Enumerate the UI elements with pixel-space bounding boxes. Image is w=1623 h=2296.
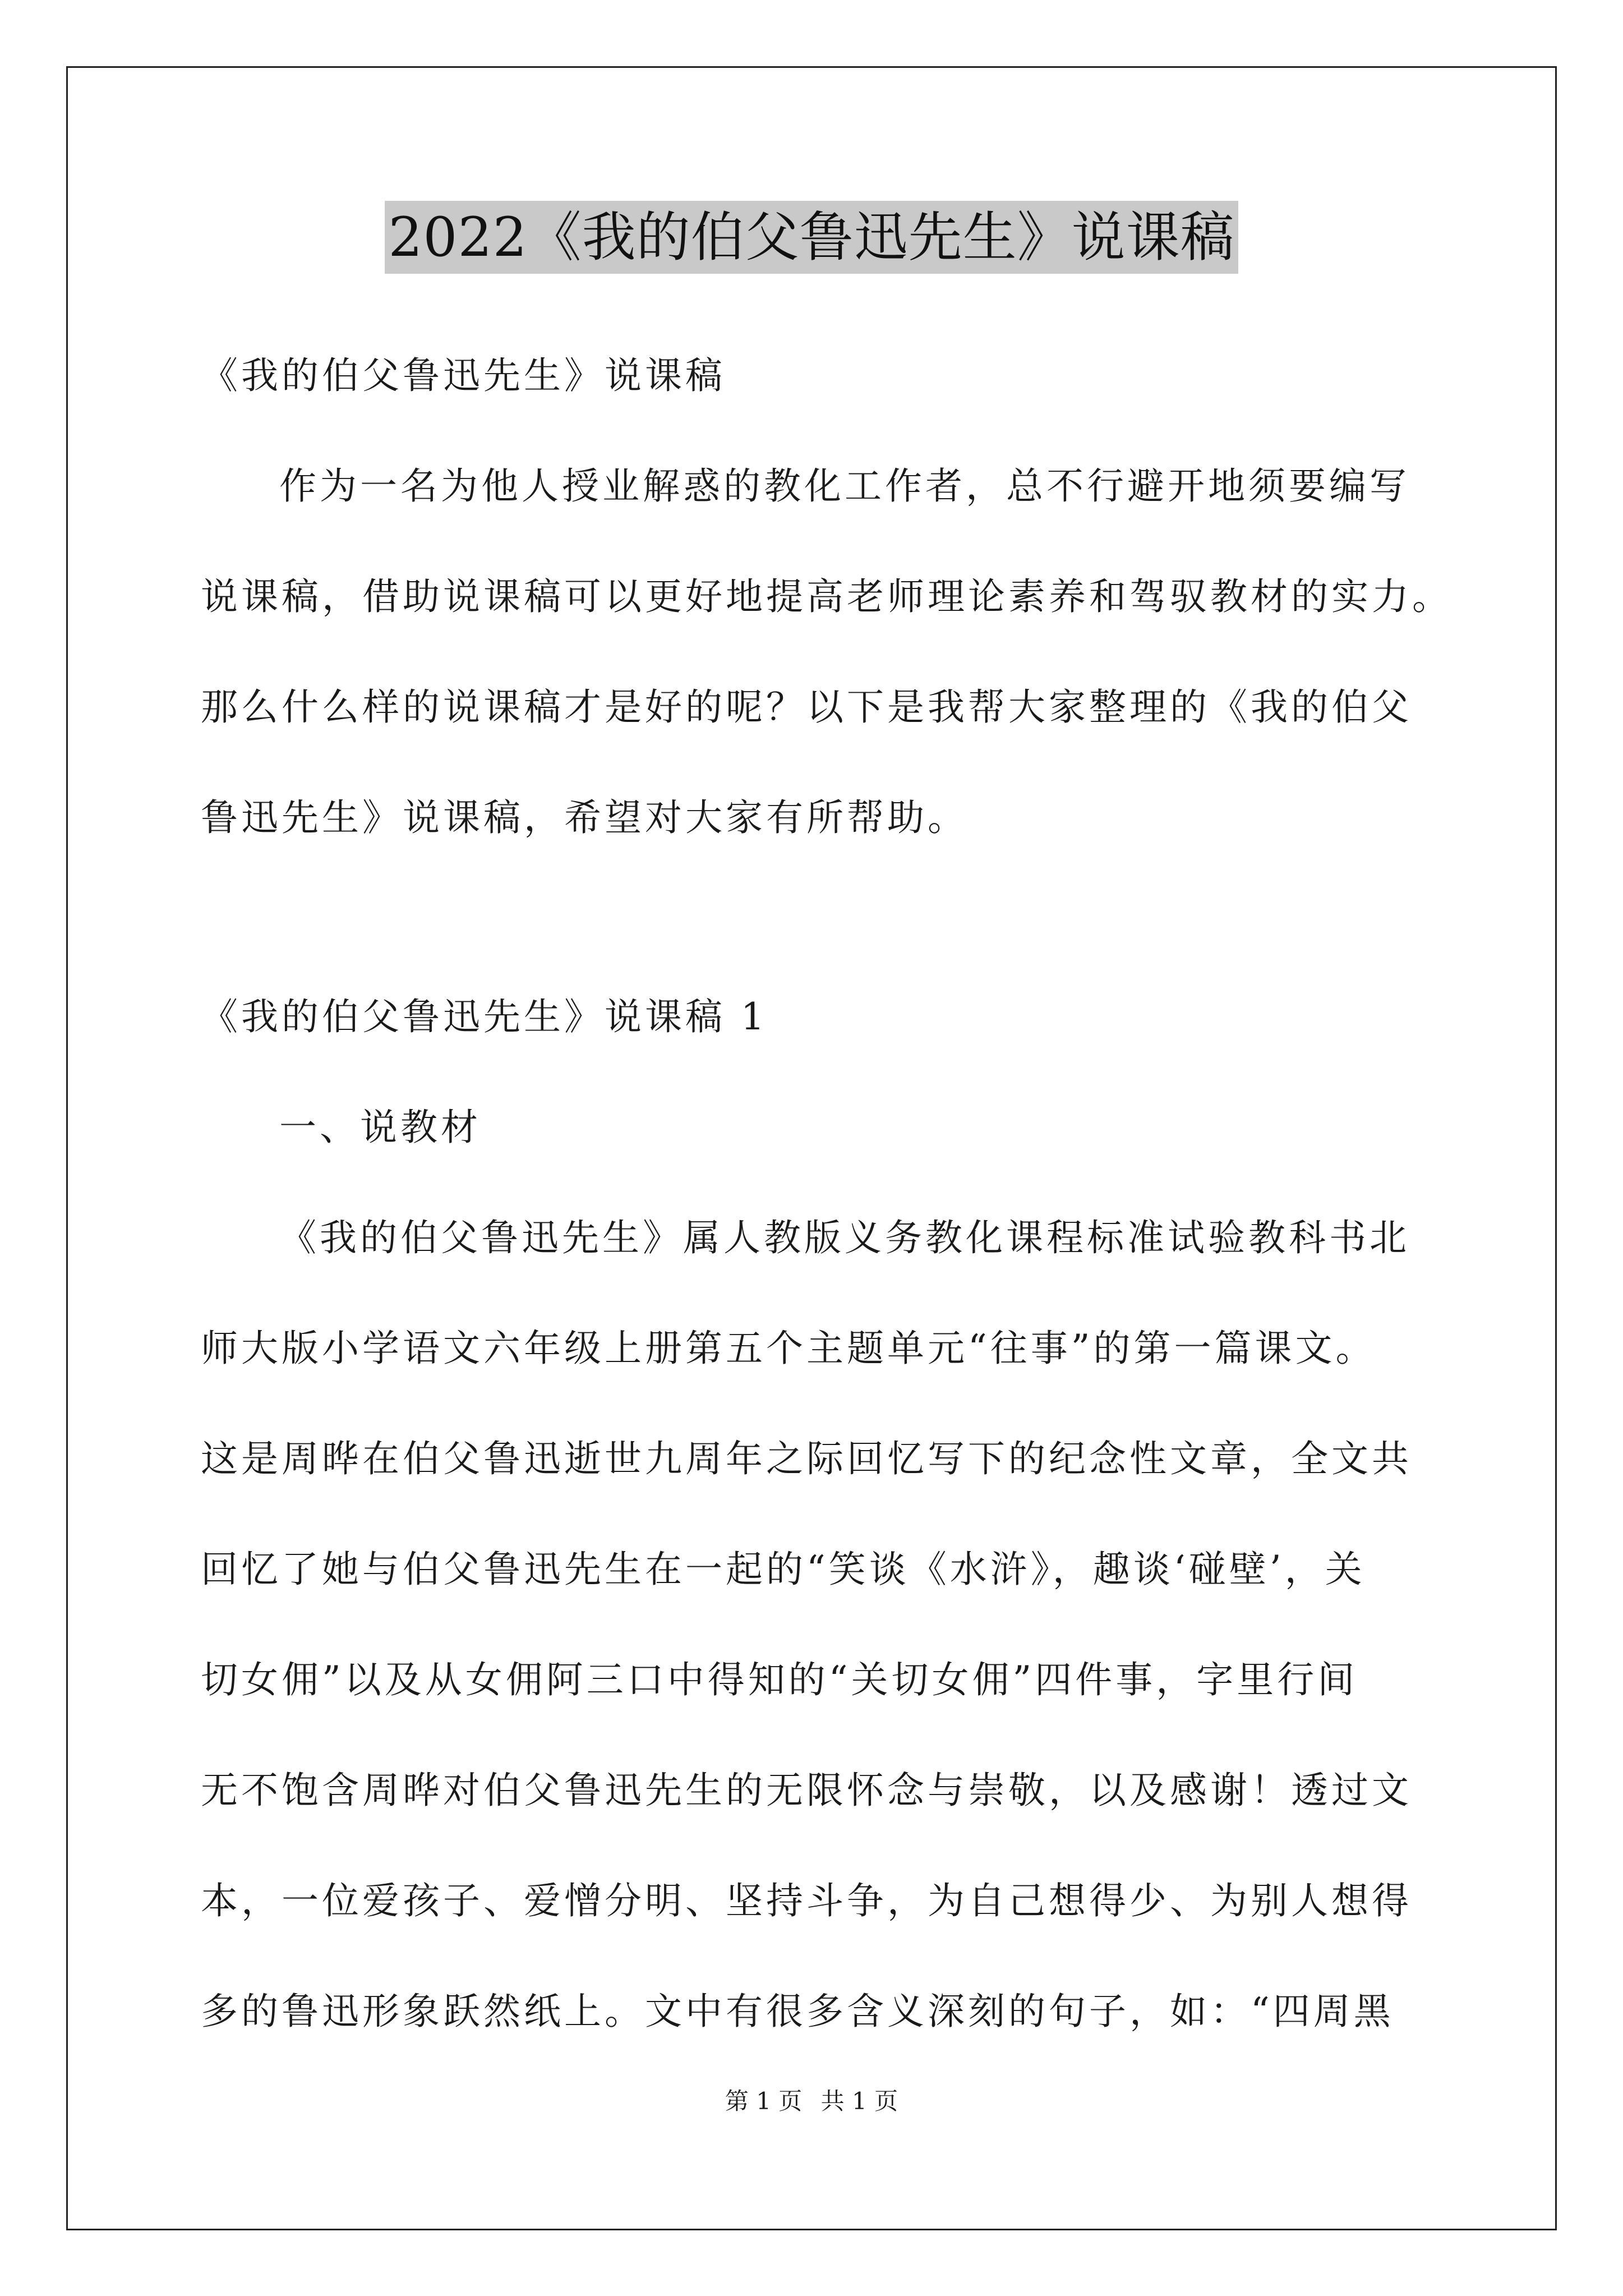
body-line-1: 《我的伯父鲁迅先生》属人教版义务教化课程标准试验教科书北 — [279, 1216, 1410, 1259]
page-total: 共 1 页 — [820, 2087, 898, 2115]
intro-line-1: 作为一名为他人授业解惑的教化工作者，总不行避开地须要编写 — [279, 464, 1410, 508]
intro-line-4: 鲁迅先生》说课稿，希望对大家有所帮助。 — [201, 796, 968, 839]
page-footer — [0, 2085, 1623, 2118]
body-line-8: 多的鲁迅形象跃然纸上。文中有很多含义深刻的句子，如：“四周黑 — [201, 1990, 1394, 2033]
body-line-5: 切女佣”以及从女佣阿三口中得知的“关切女佣”四件事，字里行间 — [201, 1658, 1358, 1701]
body-line-4: 回忆了她与伯父鲁迅先生在一起的“笑谈《水浒》，趣谈‘碰壁’，关 — [201, 1548, 1366, 1591]
body-line-3: 这是周晔在伯父鲁迅逝世九周年之际回忆写下的纪念性文章，全文共 — [201, 1437, 1412, 1480]
subsection-heading: 一、说教材 — [279, 1106, 481, 1149]
body-line-6: 无不饱含周晔对伯父鲁迅先生的无限怀念与崇敬，以及感谢！透过文 — [201, 1769, 1412, 1812]
document-title: 2022《我的伯父鲁迅先生》说课稿 — [385, 201, 1238, 274]
body-line-7: 本，一位爱孩子、爱憎分明、坚持斗争，为自己想得少、为别人想得 — [201, 1879, 1412, 1922]
intro-line-2: 说课稿，借助说课稿可以更好地提高老师理论素养和驾驭教材的实力。 — [201, 575, 1453, 618]
section-heading: 《我的伯父鲁迅先生》说课稿 1 — [201, 995, 768, 1038]
page-number: 第 1 页 — [725, 2087, 803, 2115]
title-container — [0, 201, 1623, 274]
intro-heading: 《我的伯父鲁迅先生》说课稿 — [201, 354, 726, 397]
intro-line-3: 那么什么样的说课稿才是好的呢？以下是我帮大家整理的《我的伯父 — [201, 685, 1412, 729]
body-line-2: 师大版小学语文六年级上册第五个主题单元“往事”的第一篇课文。 — [201, 1327, 1376, 1370]
